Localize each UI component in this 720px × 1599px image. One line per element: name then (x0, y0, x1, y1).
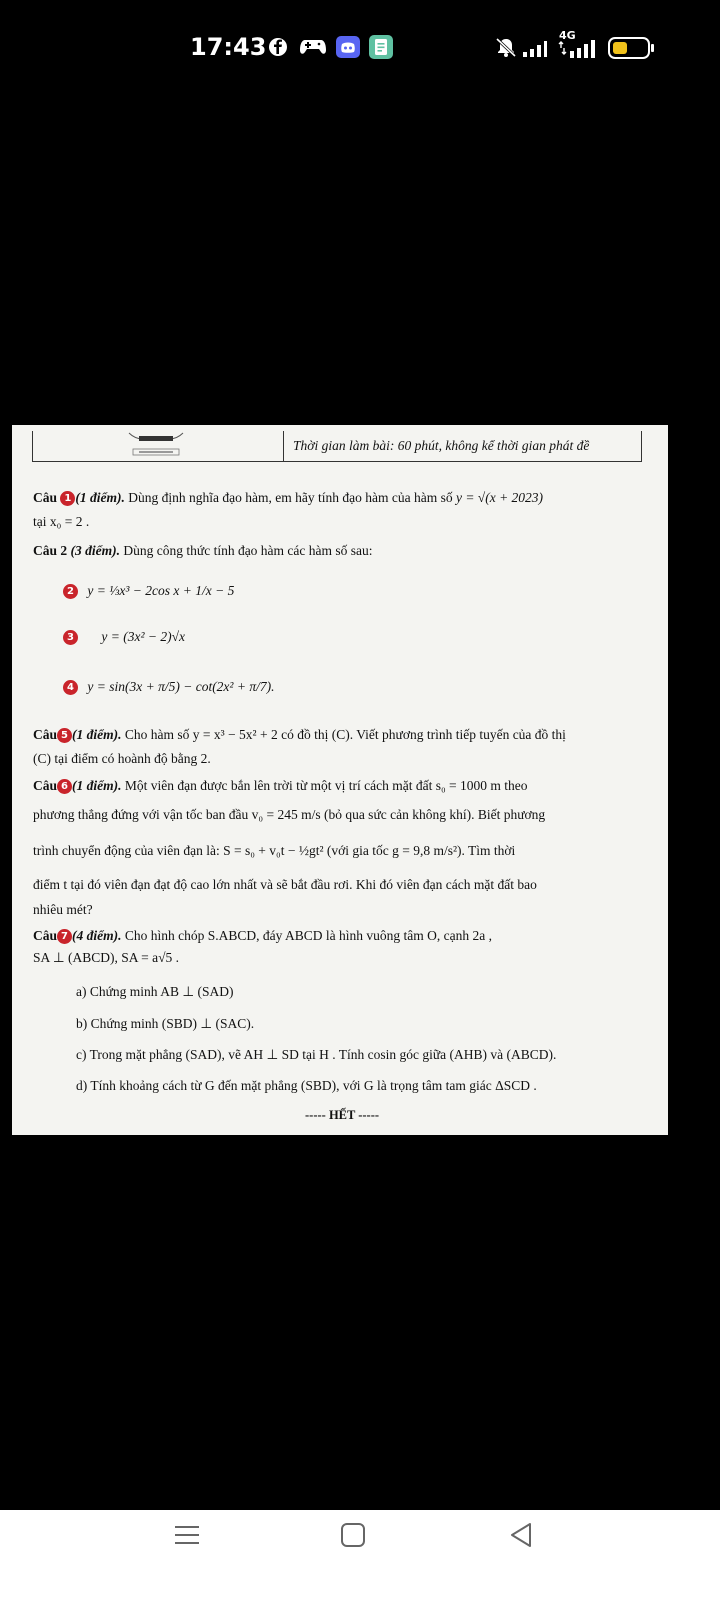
item-formula: y = ⅓x³ − 2cos x + 1/x − 5 (87, 583, 235, 598)
question-number-badge: 7 (57, 929, 72, 944)
question-7-line-1 (33, 928, 492, 944)
question-7-part-c: c) Trong mặt phẳng (SAD), vẽ AH ⊥ SD tại H . Tính cosin góc giữa (AHB) và (ABCD). (76, 1047, 557, 1062)
exam-end-marker: ----- HẾT ----- (305, 1108, 380, 1122)
question-6-line-2: phương thẳng đứng với vận tốc ban đầu v₀ = 245 m/s (bỏ qua sức cản không khí). Biết phương (33, 807, 546, 822)
facebook-icon (268, 37, 288, 57)
question-2-item-3 (63, 679, 274, 695)
question-2-item-1 (63, 583, 234, 599)
question-points: (4 điểm). (72, 928, 122, 943)
item-number-badge: 3 (63, 630, 78, 645)
exam-sheet (12, 425, 668, 1135)
black-letterbox (0, 1157, 720, 1510)
discord-icon (336, 36, 360, 58)
question-text: Dùng công thức tính đạo hàm các hàm số sau: (123, 543, 373, 558)
question-label: Câu (33, 778, 58, 793)
document-app-icon (369, 35, 393, 59)
question-points: (1 điểm). (72, 778, 122, 793)
question-label: Câu (33, 727, 58, 742)
item-formula: y = sin(3x + π/5) − cot(2x² + π/7). (87, 679, 275, 694)
question-5-line-1 (33, 727, 566, 743)
battery-icon (608, 37, 656, 59)
question-7-line-2: SA ⊥ (ABCD), SA = a√5 . (33, 950, 180, 965)
question-6-line-3: trình chuyển động của viên đạn là: S = s₀ + v₀t − ½gt² (với gia tốc g = 9,8 m/s²). Tìm thời (33, 843, 516, 858)
header-time-note: Thời gian làm bài: 60 phút, không kể thời gian phát đề (293, 438, 590, 453)
question-points: (3 điểm). (70, 543, 121, 558)
question-1-line-2: tại x₀ = 2 . (33, 514, 90, 529)
item-formula: y = (3x² − 2)√x (101, 629, 186, 644)
question-label: Câu (33, 490, 58, 505)
question-6-line-4: điểm t tại đó viên đạn đạt độ cao lớn nhất và sẽ bắt đầu rơi. Khi đó viên đạn cách mặt đất bao (33, 877, 537, 892)
status-bar (0, 0, 720, 96)
question-7-part-a: a) Chứng minh AB ⊥ (SAD) (76, 984, 234, 999)
item-number-badge: 2 (63, 584, 78, 599)
question-text: Dùng định nghĩa đạo hàm, em hãy tính đạo hàm của hàm số (128, 490, 453, 505)
home-icon[interactable] (340, 1522, 366, 1548)
question-text: Cho hình chóp S.ABCD, đáy ABCD là hình vuông tâm O, cạnh 2a , (124, 928, 492, 943)
back-icon[interactable] (508, 1522, 534, 1548)
question-5-line-2: (C) tại điểm có hoành độ bằng 2. (33, 751, 211, 766)
question-2-line-1 (33, 543, 373, 559)
question-number-badge: 6 (57, 779, 72, 794)
question-number-badge: 1 (60, 491, 75, 506)
question-formula: y = √(x + 2023) (455, 490, 544, 505)
question-6-line-1 (33, 778, 528, 794)
navigation-bar (0, 1510, 720, 1599)
question-label: Câu 2 (33, 543, 68, 558)
question-points: (1 điểm). (72, 727, 122, 742)
question-6-line-5: nhiêu mét? (33, 902, 93, 917)
school-logo (125, 431, 187, 459)
signal-icon (522, 40, 548, 58)
menu-icon[interactable] (174, 1522, 200, 1548)
bell-muted-icon (495, 37, 517, 57)
question-number-badge: 5 (57, 728, 72, 743)
network-type-label: 4G (559, 29, 576, 42)
exam-header (32, 431, 642, 462)
question-1-line-1 (33, 490, 543, 506)
question-7-part-b: b) Chứng minh (SBD) ⊥ (SAC). (76, 1016, 255, 1031)
question-points: (1 điểm). (75, 490, 125, 505)
question-2-item-2 (63, 629, 185, 645)
header-logo-cell (33, 431, 284, 461)
question-label: Câu (33, 928, 58, 943)
question-7-part-d: d) Tính khoảng cách từ G đến mặt phẳng (SBD), với G là trọng tâm tam giác ΔSCD . (76, 1078, 537, 1093)
item-number-badge: 4 (63, 680, 78, 695)
game-controller-icon (300, 38, 326, 56)
question-text: Một viên đạn được bắn lên trời từ một vị trí cách mặt đất s₀ = 1000 m theo (124, 778, 528, 793)
signal-4g-icon (558, 40, 600, 60)
status-time: 17:43 (190, 33, 267, 61)
question-text: Cho hàm số y = x³ − 5x² + 2 có đồ thị (C). Viết phương trình tiếp tuyến của đồ thị (124, 727, 566, 742)
